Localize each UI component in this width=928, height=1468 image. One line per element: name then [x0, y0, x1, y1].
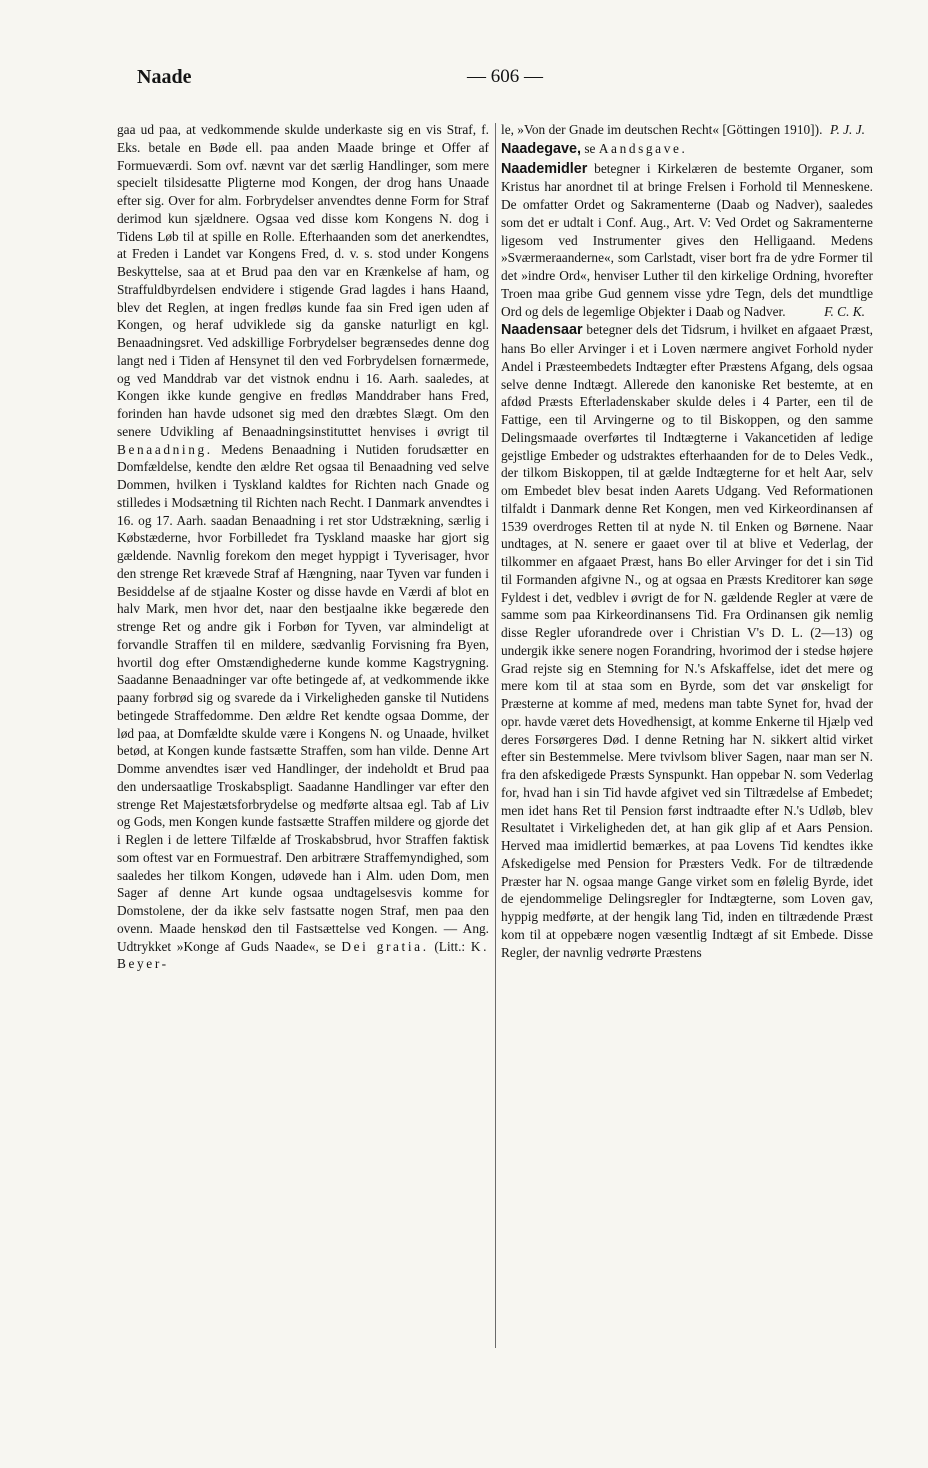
- body-text: betegner dels det Tidsrum, i hvilket en afgaaet Præst, hans Bo eller Arvinger i et i Loven nærmere angivet Forhold nyder Andel i Præsteembedets Indtægter efter Præstens Afgang, dels ogsaa selve denne Indtægt. Allerede den kanoniske Ret bestemte, at en afdød Præsts Efterladenskaber skulde deles i 4 Parter, een til de Fattige, een til Arvingerne og to til Biskoppen, og den samme Delingsmaade overførtes til Indtægterne i Vakancetiden af ledige gejstlige Embeder og udstraktes efterhaanden for de to Deles Vedk., der tilkom Biskoppen, til at gælde Indtægterne for et helt Aar, selv om Embedet blev besat inden Aarets Udgang. Ved Reformationen tilfaldt i Danmark denne Ret Kongen, men ved Kirkeordinansen af 1539 overdroges Retten til at nyde N. til Enken og Børnene. Naar undtages, at N. senere er gaaet over til at blive et Vederlag, der tilkommer en afgaaet Præst, hans Bo eller Arvinger for det i sin Tid til Formanden afgivne N., og at ogsaa en Præsts Kreditorer kan søge Fyldest i det, vedblev i øvrigt de for N. gældende Regler at være de samme som paa Kirkeordinansens Tid. Fra Ordinansen gik nemlig disse Regler uforandrede over i Christian V's D. L. (2—13) og undergik ikke senere nogen Forandring, hvorimod der i stedse højere Grad rejste sig en Stemning for N.'s Afskaffelse, idet det mere og mere kom til at staa som en Byrde, som det var ønskeligt for Præsterne at komme af med, medens man tabte Synet for, hvad der opr. havde været dets Hovedhensigt, at komme Enkerne til Hjælp ved deres Forsørgeres Død. I denne Retning har N. sikkert altid virket efter sin Bestemmelse. Mere tvivlsom bliver Sagen, naar man ser N. fra den afskedigede Præsts Synspunkt. Han oppebar N. som Vederlag for, hvad han i sin Tid havde afgivet ved sin Tiltrædelse af Embedet; men idet hans Ret til Pension først indtraadte efter N.'s Udløb, blev Resultatet i Virkeligheden det, at han gik glip af et Aars Pension. Herved maa imidlertid bemærkes, at paa Lovens Tid kendtes ikke Afskedigelse med Pension for Præsters Vedk. For de tiltrædende Præster har N. ogsaa mange Gange virket som en følelig Byrde, idet de ejendommelige Delingsregler for Indtægterne, som Loven gav, hyppig medførte, at der hengik lang Tid, inden en tiltrædende Præst kom til at oppebære nogen væsentlig Indtægt af sit Embede. Disse Regler, der navnlig vedrørte Præstens: [501, 322, 873, 960]
- body-text: betegner i Kirkelæren de bestemte Organer, som Kristus har anordnet til at bringe Frelsen i Forhold til Menneskene. De omfatter Ordet og Sakramenterne (Daab og Nadver), saaledes som det er udtalt i Conf. Aug., Art. V: Ved Ordet og Sakramenterne ligesom ved Instrumenter gives den Helligaand. Medens »Sværmeraanderne«, som Carlstadt, viser bort fra de ydre Former til det »indre Ord«, henviser Luther til den kirkelige Ordning, hvorefter Troen maa gribe Gud gennem visse ydre Tegn, dels det mundtlige Ord og dels de legemlige Objekter i Daab og Nadver.: [501, 160, 873, 319]
- headword: Naadegave,: [501, 140, 581, 157]
- entry-naademidler: [501, 160, 873, 321]
- author-signature: F. C. K.: [824, 303, 865, 319]
- cross-reference: Dei gratia.: [341, 938, 429, 954]
- headword: Naademidler: [501, 160, 588, 177]
- body-text: le, »Von der Gnade im deutschen Recht« [Göttingen 1910]).: [501, 122, 823, 137]
- body-text: gaa ud paa, at vedkommende skulde underkaste sig en vis Straf, f. Eks. betale en Bøde ell. paa anden Maade bringe et Offer af Formueværdi. Som ovf. nævnt var det særlig Handlinger, som mere specielt tilsidesatte Pligterne mod Kongen, der drog hans Unaade efter sig. Over for alm. Forbrydelser anvendtes denne Form for Straf derimod kun sjældnere. Ogsaa ved disse kom Kongens N. dog i Tidens Løb til at spille en Rolle. Efterhaanden som det anerkendtes, at Freden i Landet var Kongens Fred, d. v. s. stod under Kongens Beskyttelse, saa at et Brud paa den var en Krænkelse af ham, og Straffuldbyrdelsen endvidere i stigende Grad lagdes i hans Haand, blev det Reglen, at ingen fredløs kunde faa sin Fred igen uden af Kongen, og heraf udviklede sig da ganske naturligt en kgl. Benaadningsret. Ved adskillige Forbrydelser begrænsedes denne dog langt ned i Tiden af Hensynet til den ved Forbrydelsen fornærmede, og ved Manddrab var det vistnok endnu i 16. Aarh. saaledes, at Kongen ikke kunde gengive en fredløs Manddraber hans Fred, forinden han havde udsonet sig med den dræbtes Slægt. Om den senere Udvikling af Benaadningsinstituttet henvises i øvrigt til: [117, 122, 489, 439]
- running-head: Naade: [137, 66, 192, 88]
- entry-naadensaar: [501, 321, 873, 961]
- right-column: [501, 121, 873, 1421]
- cross-reference: Benaadning.: [117, 441, 213, 457]
- literature-author: K. Beyer-: [117, 938, 489, 972]
- headword: Naadensaar: [501, 322, 583, 339]
- column-divider: [495, 123, 496, 1348]
- body-text: se: [584, 140, 596, 156]
- literature-label: (Litt.:: [434, 938, 466, 954]
- left-column: [117, 121, 489, 1421]
- entry-naadegave: [501, 140, 873, 159]
- cross-reference: Aandsgave.: [598, 140, 688, 156]
- page-number: — 606 —: [467, 66, 543, 87]
- author-signature: P. J. J.: [830, 122, 865, 137]
- entry-naade-continuation: [501, 121, 873, 139]
- page-header: [137, 66, 873, 96]
- entry-naade-body: [117, 121, 489, 973]
- body-text: Medens Benaadning i Nutiden forudsætter en Domfældelse, kendte den ældre Ret ogsaa til Benaadning ved selve Dommen, hvilken i Tyskland kaldtes for Richten nach Gnade og stilledes i Modsætning til Richten nach Recht. I Danmark anvendtes i 16. og 17. Aarh. saadan Benaadning i ret stor Udstrækning, særlig i Købstæderne, hvor Forbilledet fra Tyskland maaske har gjort sig gældende. Navnlig forekom den meget hyppigt i Tyverisager, hvor den strenge Ret krævede Straf af Hængning, naar Tyven var funden i Besiddelse af de stjaalne Koster og disse havde en Værdi af blot en halv Mark, men hvor det, naar den bestjaalne ikke begærede den strenge Ret og andre gik i Forbøn for Tyven, var almindeligt at forvandle Straffen til en mildere, sædvanlig Forvisning fra Byen, hvortil dog efter Omstændighederne kunde komme Kagstrygning. Saadanne Benaadninger var ofte betingede af, at vedkommende ikke paany forbrød sig og svarede da i Virkeligheden ganske til Nutidens betingede Straffedomme. Den ældre Ret kendte ogsaa Domme, der lød paa, at Domfældte skulde være i Kongens N. og Unaade, hvilket betød, at Kongen kunde fastsætte Straffen, som han vilde. Denne Art Domme anvendtes især ved Handlinger, der indeholdt et Brud paa den undersaatlige Troskabspligt. Saadanne Handlinger var efter den strenge Ret Majestætsforbrydelse og medførte altsaa egl. Tab af Liv og Gods, men Kongen kunde fastsætte Straffen mildere og gjorde det i Reglen i de lettere Tilfælde af Troskabsbrud, hvor Straffen faktisk som oftest var en Formuestraf. Den arbitrære Straffemyndighed, som saaledes her tilkom Kongen, udøvede han i Alm. uden Dom, men Sager af denne Art kunde ogsaa undtagelsesvis komme for Domstolene, der da ikke selv fastsatte nogen Straf, men paa den ovenn. Maade henskød den til Fastsættelse ved Kongen. — Ang. Udtrykket »Konge af Guds Naade«, se: [117, 441, 489, 954]
